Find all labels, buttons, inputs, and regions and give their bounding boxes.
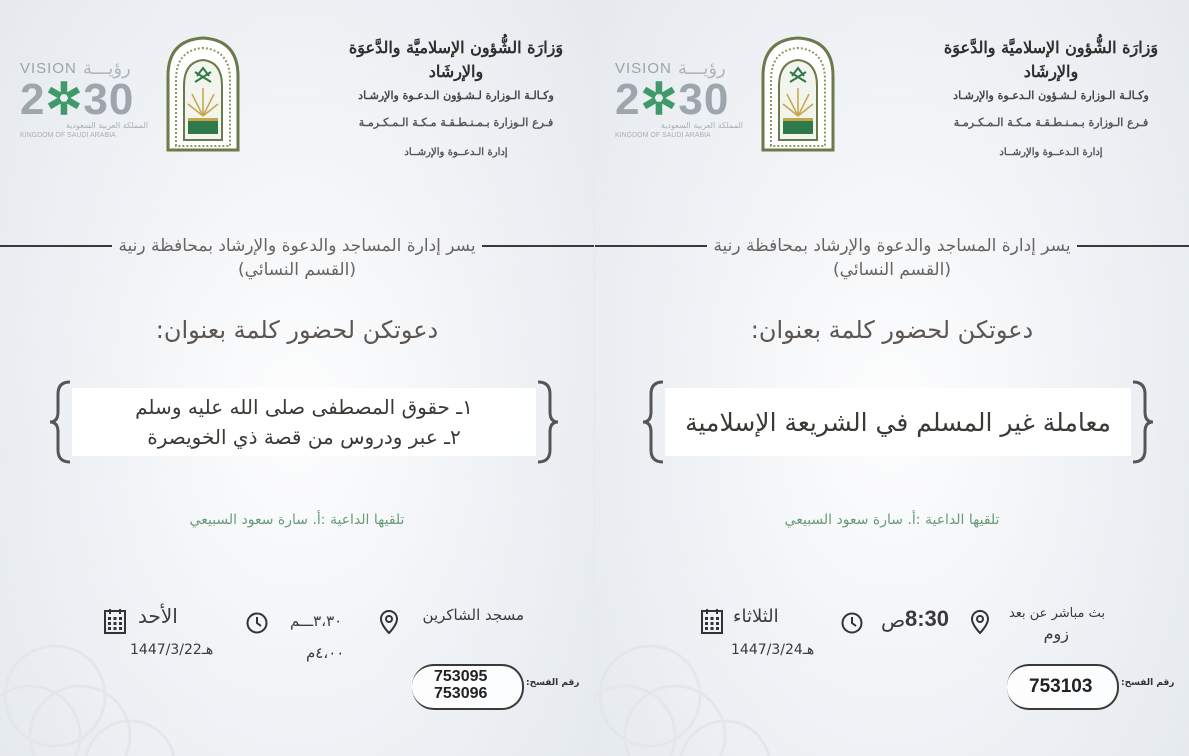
title-item-2: ٢ـ عبر ودروس من قصة ذي الخويصرة (147, 425, 461, 449)
permit-numbers (1029, 668, 1092, 706)
date-text: 1447/3/24هـ (731, 642, 815, 658)
title-content (665, 388, 1131, 456)
time-suffix: ص (881, 608, 906, 632)
branch-name: فـرع الـوزارة بـمـنـطـقـة مـكـة الـمـكـرمـة (358, 116, 554, 129)
time-value: 8:30 (905, 606, 950, 631)
branch-name: فـرع الـوزارة بـمـنـطـقـة مـكـة الـمـكـرمـة (953, 116, 1149, 129)
title-item-1: ١ـ حقوق المصطفى صلى الله عليه وسلم (135, 395, 473, 419)
divider-rule (0, 245, 112, 247)
invite-heading: دعوتكن لحضور كلمة بعنوان: (155, 316, 439, 344)
day-text: الأحد (138, 604, 178, 628)
event-details (0, 600, 594, 660)
vision-2030-logo: VISION رؤيـــة 2✲30 المملكة العربية السعودية KINGDOM OF SAUDI ARABIA (615, 58, 743, 139)
divider-rule (1077, 245, 1189, 247)
location-sub-text: زوم (1043, 624, 1069, 643)
intro-sub: (القسم النسائي) (238, 260, 356, 280)
intro-block (0, 236, 594, 280)
invite-heading: دعوتكن لحضور كلمة بعنوان: (750, 316, 1034, 344)
department-name: إدارة الـدعــوة والإرشــاد (404, 147, 508, 158)
intro-line: يسر إدارة المساجد والدعوة والإرشاد بمحافظة رنية (713, 236, 1071, 256)
flyer-card-2 (594, 0, 1189, 756)
location-pin-icon (971, 610, 989, 634)
agency-name: وكـالـة الـوزارة لـشـؤون الـدعـوة والإرشـاد (358, 89, 554, 102)
calendar-icon (701, 608, 723, 634)
clock-icon (841, 612, 863, 634)
event-details (595, 600, 1189, 660)
left-brace-icon (641, 378, 667, 466)
permit-label: رقم الفسح: (526, 678, 580, 688)
flyer-card-1 (0, 0, 594, 756)
intro-line: يسر إدارة المساجد والدعوة والإرشاد بمحافظة رنية (118, 236, 476, 256)
intro-block (595, 236, 1189, 280)
ministry-name: وَزارَة الشُّؤون الإسلاميَّة والدَّعوَة والإرشَاد (348, 38, 564, 81)
speaker-line: تلقيها الداعية :أ. سارة سعود السبيعي (784, 512, 1000, 528)
permit-number: 753095 (434, 668, 488, 685)
department-name: إدارة الـدعــوة والإرشــاد (999, 147, 1103, 158)
location-text: مسجد الشاكرين (422, 606, 524, 624)
ministry-header (931, 36, 1171, 168)
lecture-title: معاملة غير المسلم في الشريعة الإسلامية (685, 407, 1111, 437)
day-text: الثلاثاء (733, 606, 779, 627)
intro-sub: (القسم النسائي) (833, 260, 951, 280)
divider-rule (482, 245, 594, 247)
ministry-name: وَزارَة الشُّؤون الإسلاميَّة والدَّعوَة والإرشَاد (943, 38, 1159, 81)
vision-2030-logo: VISION رؤيـــة 2✲30 المملكة العربية السعودية KINGDOM OF SAUDI ARABIA (20, 58, 148, 139)
time-line-1: ٣،٣٠ـــم (290, 612, 343, 630)
ministry-emblem (162, 36, 244, 152)
permit-number-block (416, 664, 594, 710)
calendar-icon (104, 608, 126, 634)
ministry-emblem (757, 36, 839, 152)
left-brace-icon (48, 378, 74, 466)
location-text: بث مباشر عن بعد (1008, 606, 1105, 621)
time-line-2: ٤،٠٠م (306, 644, 345, 662)
right-brace-icon (534, 378, 560, 466)
permit-numbers (434, 668, 487, 702)
location-pin-icon (380, 610, 398, 634)
ministry-header (336, 36, 576, 168)
title-box (641, 378, 1155, 466)
right-brace-icon (1129, 378, 1155, 466)
speaker-line: تلقيها الداعية :أ. سارة سعود السبيعي (189, 512, 405, 528)
agency-name: وكـالـة الـوزارة لـشـؤون الـدعـوة والإرشـاد (953, 89, 1149, 102)
permit-label: رقم الفسح: (1121, 678, 1175, 688)
clock-icon (246, 612, 268, 634)
permit-number-block (1011, 664, 1189, 710)
title-box (48, 378, 560, 466)
date-text: 1447/3/22هـ (130, 642, 214, 658)
permit-number: 753103 (1029, 676, 1093, 697)
permit-number: 753096 (434, 685, 488, 702)
divider-rule (595, 245, 707, 247)
title-content (72, 388, 536, 456)
